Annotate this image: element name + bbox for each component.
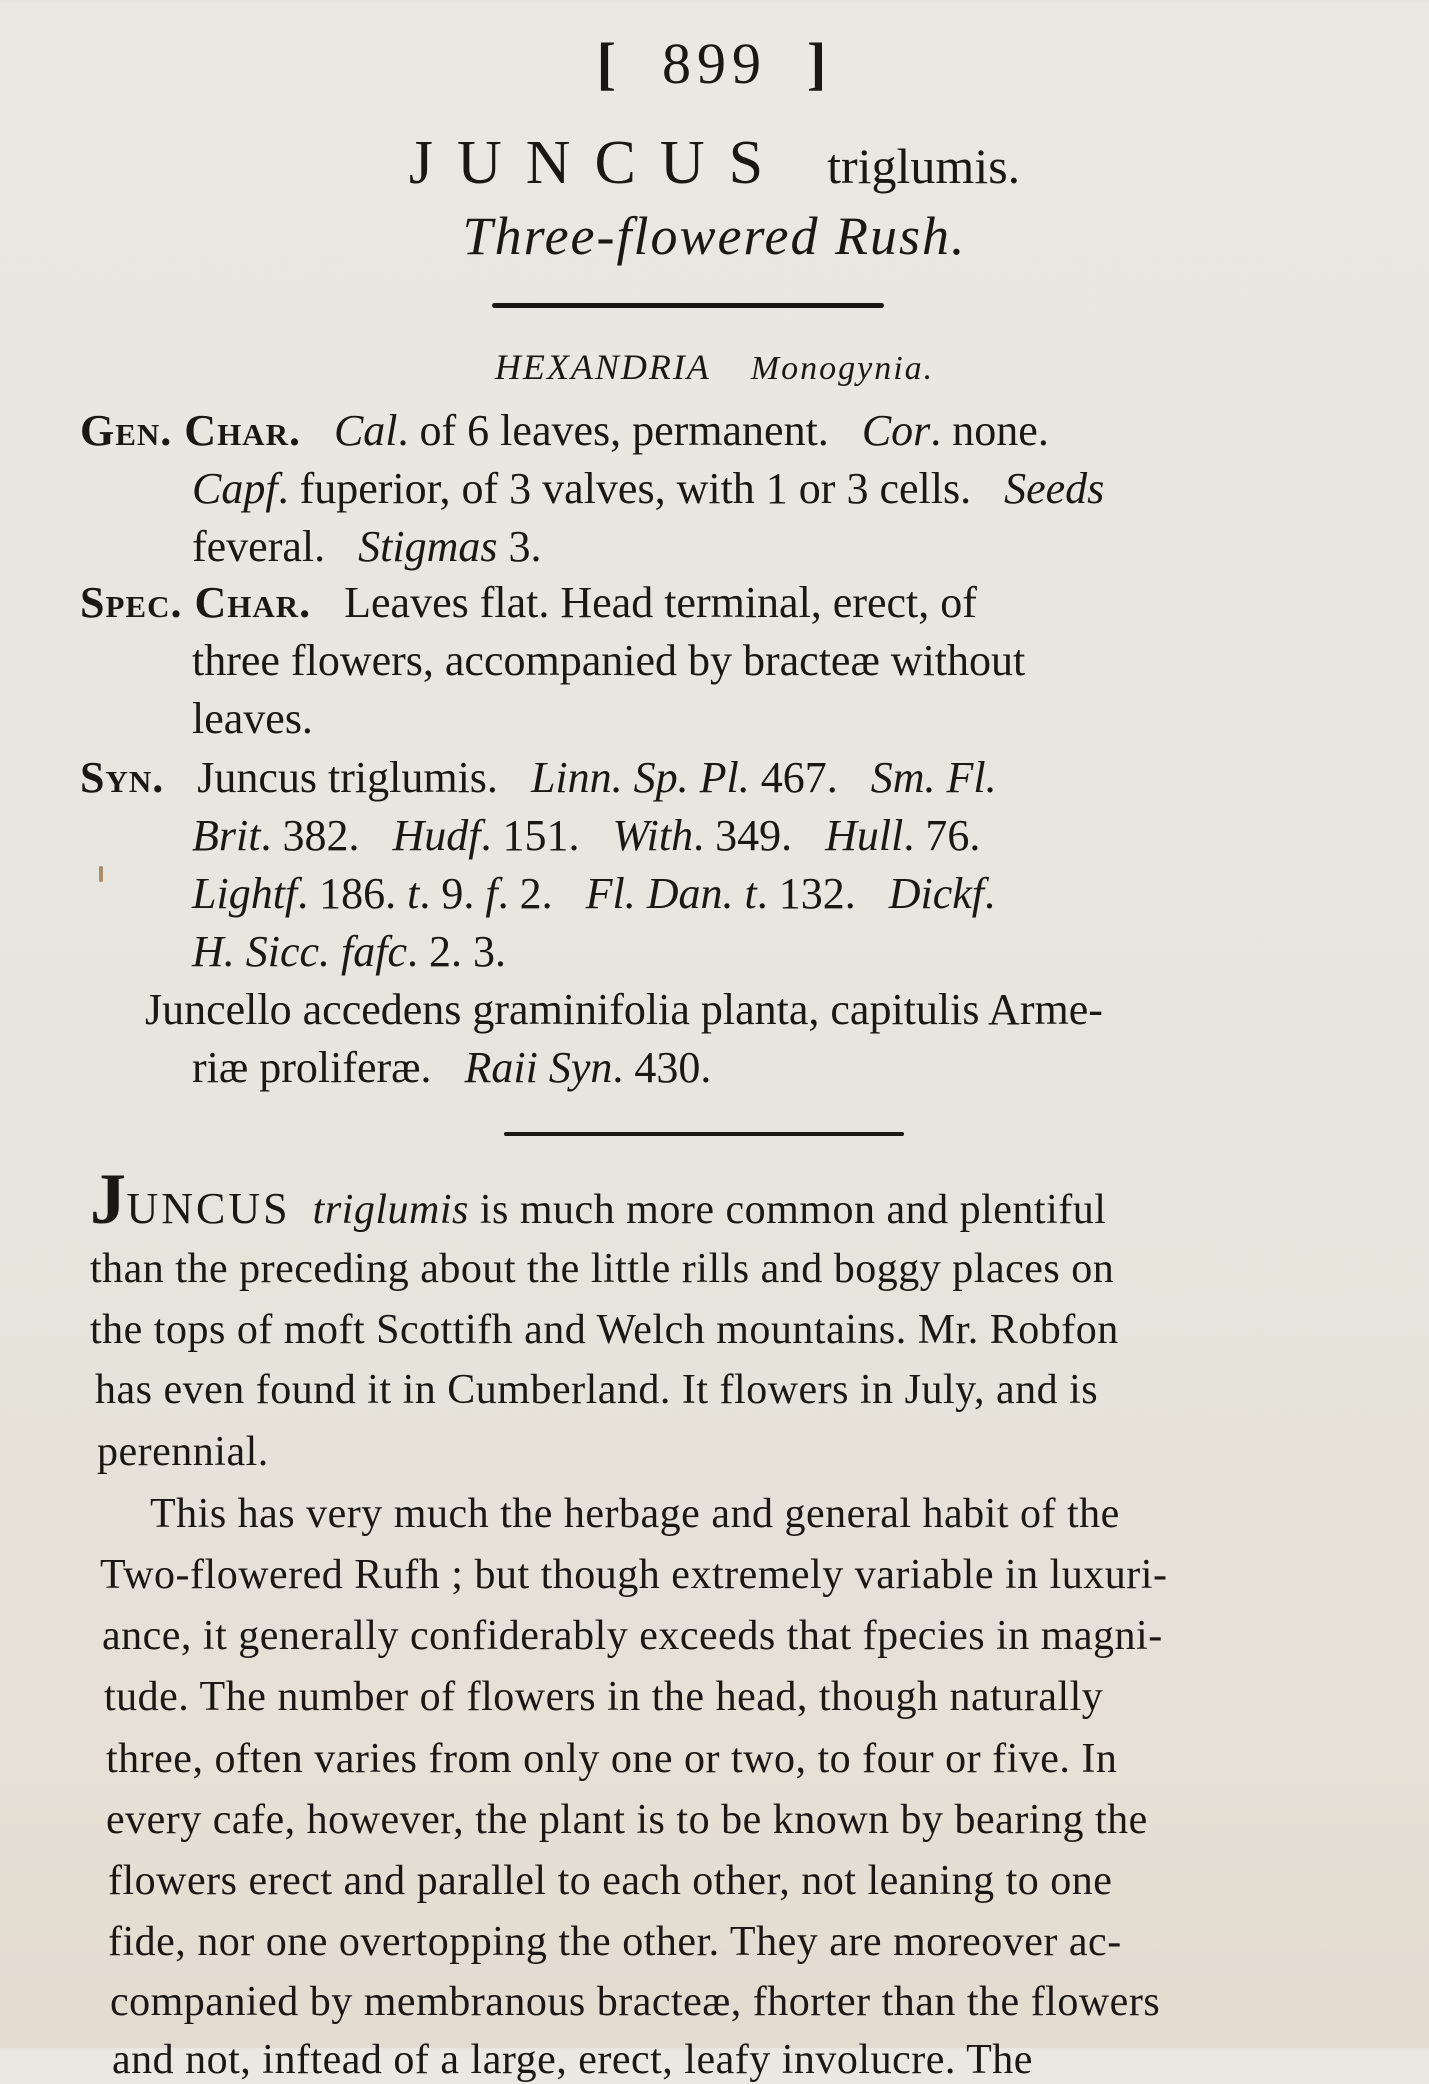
body-line-12: flowers erect and parallel to each other, not leaning to one <box>108 1858 1113 1904</box>
italic-citation: Hull <box>825 811 904 860</box>
italic-citation: H. Sicc. fafc <box>192 927 408 976</box>
body-line-2: than the preceding about the little rills and boggy places on <box>90 1246 1115 1292</box>
text-run: riæ proliferæ. <box>192 1043 465 1092</box>
text-run: . 382. <box>260 811 393 860</box>
gen-char-line-1 <box>80 405 1049 456</box>
text-run: Juncus triglumis. <box>197 753 531 802</box>
body-genus-caps: UNCUS <box>126 1184 291 1233</box>
close-bracket: ] <box>807 31 833 96</box>
gen-char-line-3 <box>192 521 541 572</box>
body-line-10: three, often varies from only one or two, to four or five. In <box>106 1736 1118 1782</box>
synonym-line-2 <box>192 810 980 861</box>
italic-citation: Capf <box>192 464 278 513</box>
genus-name: JUNCUS <box>408 129 788 197</box>
spec-char-line-2: three flowers, accompanied by bracteæ without <box>192 636 1026 685</box>
drop-cap: J <box>90 1159 127 1239</box>
italic-citation: Dickf <box>888 869 985 918</box>
body-line-9: tude. The number of flowers in the head, though naturally <box>104 1674 1104 1720</box>
text-run: . 151. <box>480 811 613 860</box>
divider-rule-top <box>492 303 884 308</box>
italic-citation: f <box>485 869 498 918</box>
order-name: Monogynia. <box>750 350 935 387</box>
body-line-8: ance, it generally confiderably exceeds that fpecies in magni- <box>102 1613 1163 1659</box>
italic-citation: Stigmas <box>358 522 498 571</box>
page-number-value: 899 <box>662 31 767 96</box>
linnaean-classification <box>0 346 1429 388</box>
italic-citation: Seeds <box>1004 464 1105 513</box>
text-run: . 2. <box>497 869 586 918</box>
paper-blemish <box>99 866 103 882</box>
spec-char-label: Spec. Char. <box>80 578 312 627</box>
body-line-1 <box>90 1158 1106 1241</box>
synonym-line-6 <box>192 1042 711 1093</box>
species-title <box>0 128 1429 199</box>
synonym-line-3 <box>192 868 995 919</box>
body-line-15-partial: and not, inftead of a large, erect, leafy involucre. The <box>112 2037 1033 2083</box>
gen-char-label: Gen. Char. <box>80 406 301 455</box>
italic-citation: t <box>407 869 420 918</box>
text-run: . 132. <box>756 869 889 918</box>
body-line-7: Two-flowered Rufh ; but though extremely variable in luxuri- <box>100 1552 1168 1598</box>
italic-citation: Cal <box>333 406 398 455</box>
body-text-1: is much more common and plentiful <box>468 1187 1107 1233</box>
body-line-4: has even found it in Cumberland. It flowers in July, and is <box>95 1367 1099 1413</box>
synonym-line-5 <box>145 984 1103 1035</box>
italic-citation: Brit <box>192 811 261 860</box>
spec-char-line-3: leaves. <box>192 694 313 743</box>
body-line-11: every cafe, however, the plant is to be known by bearing the <box>106 1797 1148 1843</box>
species-name: triglumis. <box>827 138 1021 194</box>
body-line-5: perennial. <box>97 1429 269 1475</box>
italic-citation: Lightf <box>192 869 298 918</box>
body-line-13: fide, nor one overtopping the other. They are moreover ac- <box>108 1919 1122 1965</box>
text-run: . of 6 leaves, permanent. <box>397 406 862 455</box>
gen-char-line-2 <box>192 463 1104 514</box>
text-run: Juncello accedens graminifolia planta, capitulis Arme- <box>145 985 1103 1034</box>
text-run: . 430. <box>612 1043 712 1092</box>
italic-citation: With <box>612 811 694 860</box>
text-run: . 76. <box>903 811 981 860</box>
text-run: . fuperior, of 3 valves, with 1 or 3 cells. <box>277 464 1005 513</box>
italic-citation: Fl. Dan. t <box>585 869 757 918</box>
italic-citation: Linn. Sp. Pl. <box>530 753 750 802</box>
open-bracket: [ <box>596 31 622 96</box>
synonym-line-4 <box>192 926 506 977</box>
text-run: . 9. <box>419 869 486 918</box>
body-line-14: companied by membranous bracteæ, fhorter than the flowers <box>110 1979 1161 2025</box>
common-name: Three-flowered Rush. <box>462 206 967 266</box>
page-number <box>0 30 1429 97</box>
divider-rule-middle <box>504 1132 904 1136</box>
synonym-text-1 <box>197 753 996 802</box>
gen-char-text-1 <box>334 406 1049 455</box>
italic-citation: Sm. Fl. <box>870 753 997 802</box>
text-run: . <box>984 869 996 918</box>
text-run: feveral. <box>192 522 359 571</box>
text-run: . 186. <box>297 869 408 918</box>
class-name: HEXANDRIA <box>494 347 711 387</box>
spec-char-text-1: Leaves flat. Head terminal, erect, of <box>344 578 977 627</box>
text-run: 3. <box>497 522 542 571</box>
italic-citation: Hudf <box>392 811 481 860</box>
body-line-3: the tops of moft Scottifh and Welch mountains. Mr. Robfon <box>90 1307 1119 1353</box>
spec-char-line-1 <box>80 577 977 628</box>
body-line-6: This has very much the herbage and general habit of the <box>150 1491 1120 1537</box>
text-run: . 2. 3. <box>407 927 507 976</box>
body-species-italic: triglumis <box>312 1187 469 1233</box>
italic-citation: Cor <box>861 406 931 455</box>
synonym-line-1 <box>80 752 997 803</box>
text-run: . none. <box>930 406 1049 455</box>
italic-citation: Raii Syn <box>464 1043 613 1092</box>
text-run: 467. <box>749 753 871 802</box>
text-run: . 349. <box>693 811 826 860</box>
synonym-label: Syn. <box>80 753 165 802</box>
